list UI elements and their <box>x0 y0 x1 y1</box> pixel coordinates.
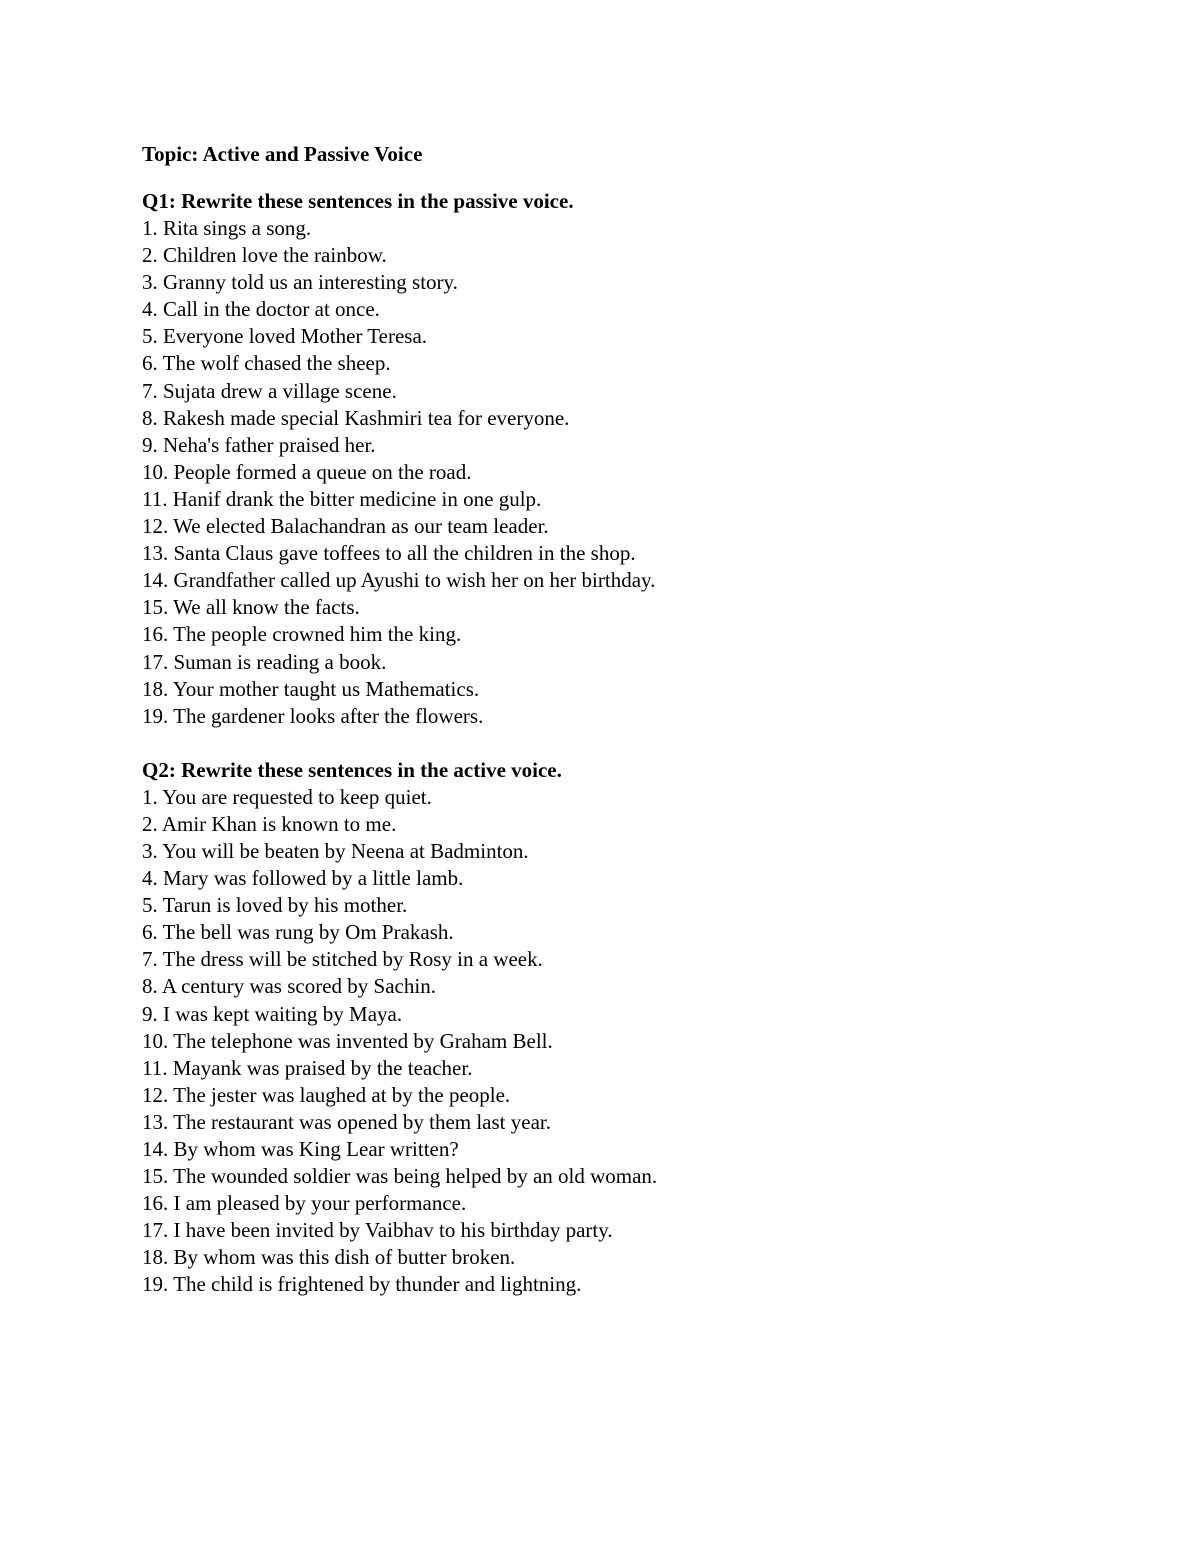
list-item: 15. The wounded soldier was being helped by an old woman. <box>142 1164 658 1189</box>
list-item: 11. Mayank was praised by the teacher. <box>142 1055 473 1080</box>
list-item: 5. Everyone loved Mother Teresa. <box>142 324 428 349</box>
list-item: 6. The wolf chased the sheep. <box>142 351 391 376</box>
list-item: 13. The restaurant was opened by them last year. <box>142 1109 551 1134</box>
list-item: 7. Sujata drew a village scene. <box>142 378 397 403</box>
list-item: 10. People formed a queue on the road. <box>142 459 472 484</box>
list-item: 3. You will be beaten by Neena at Badminton. <box>142 838 529 863</box>
list-item: 2. Children love the rainbow. <box>142 243 387 268</box>
list-item: 11. Hanif drank the bitter medicine in one gulp. <box>142 486 542 511</box>
list-item: 8. A century was scored by Sachin. <box>142 974 436 999</box>
list-item: 17. Suman is reading a book. <box>142 649 387 674</box>
list-item: 1. Rita sings a song. <box>142 216 312 240</box>
list-item: 9. Neha's father praised her. <box>142 432 376 457</box>
question-1-heading: Q1: Rewrite these sentences in the passive voice. <box>142 189 574 213</box>
list-item: 18. Your mother taught us Mathematics. <box>142 676 480 701</box>
list-item: 18. By whom was this dish of butter broken. <box>142 1245 516 1270</box>
question-2-section <box>142 757 1142 1299</box>
question-1-list <box>142 215 1142 730</box>
list-item: 1. You are requested to keep quiet. <box>142 784 432 809</box>
list-item: 12. We elected Balachandran as our team leader. <box>142 514 549 539</box>
list-item: 5. Tarun is loved by his mother. <box>142 893 408 918</box>
list-item: 3. Granny told us an interesting story. <box>142 270 458 295</box>
page-title: Topic: Active and Passive Voice <box>142 142 423 166</box>
list-item: 16. The people crowned him the king. <box>142 622 462 647</box>
list-item: 19. The child is frightened by thunder and lightning. <box>142 1272 582 1297</box>
list-item: 10. The telephone was invented by Graham Bell. <box>142 1028 553 1053</box>
list-item: 7. The dress will be stitched by Rosy in a week. <box>142 947 543 972</box>
list-item: 2. Amir Khan is known to me. <box>142 811 397 836</box>
list-item: 14. By whom was King Lear written? <box>142 1137 459 1161</box>
worksheet-page <box>142 141 1142 1299</box>
list-item: 17. I have been invited by Vaibhav to his birthday party. <box>142 1218 613 1243</box>
list-item: 13. Santa Claus gave toffees to all the children in the shop. <box>142 541 636 566</box>
list-item: 4. Call in the doctor at once. <box>142 297 380 322</box>
list-item: 6. The bell was rung by Om Prakash. <box>142 920 454 945</box>
list-item: 16. I am pleased by your performance. <box>142 1191 467 1216</box>
list-item: 19. The gardener looks after the flowers. <box>142 703 484 728</box>
list-item: 14. Grandfather called up Ayushi to wish her on her birthday. <box>142 568 656 593</box>
list-item: 4. Mary was followed by a little lamb. <box>142 866 464 891</box>
list-item: 8. Rakesh made special Kashmiri tea for everyone. <box>142 405 570 430</box>
list-item: 12. The jester was laughed at by the people. <box>142 1082 511 1107</box>
question-2-heading: Q2: Rewrite these sentences in the active voice. <box>142 757 562 782</box>
section-spacer <box>142 730 1142 757</box>
question-1-section <box>142 188 1142 730</box>
list-item: 15. We all know the facts. <box>142 595 360 620</box>
list-item: 9. I was kept waiting by Maya. <box>142 1001 403 1026</box>
question-2-list <box>142 784 1142 1299</box>
